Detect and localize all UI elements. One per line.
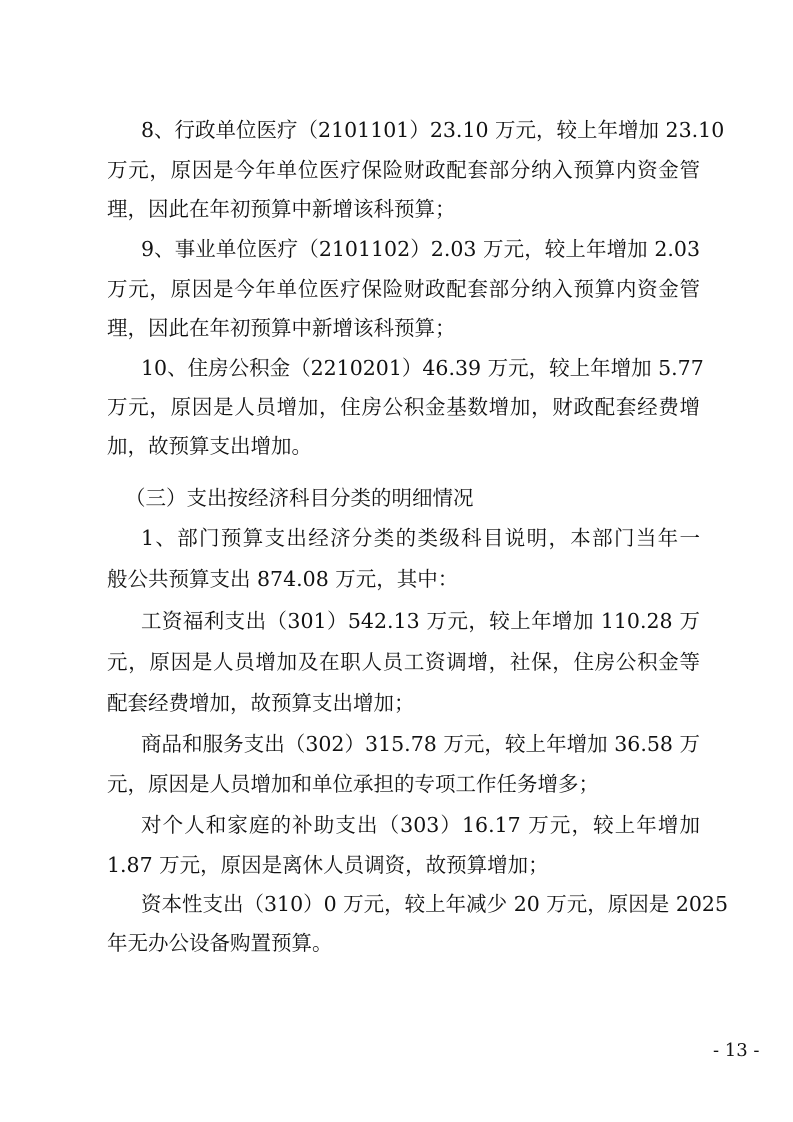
text-line: 1、部门预算支出经济分类的类级科目说明，本部门当年一 (141, 526, 700, 550)
text-line: 年无办公设备购置预算。 (107, 931, 333, 955)
text-line: 万元，原因是人员增加，住房公积金基数增加，财政配套经费增 (107, 395, 700, 419)
text-line: 9、事业单位医疗（2101102）2.03 万元，较上年增加 2.03 (141, 237, 700, 261)
text-line: 万元，原因是今年单位医疗保险财政配套部分纳入预算内资金管 (107, 158, 700, 182)
page-number: - 13 - (713, 1040, 760, 1061)
text-line: 1.87 万元，原因是离休人员调资，故预算增加； (107, 853, 549, 877)
text-line: 理，因此在年初预算中新增该科预算； (107, 316, 456, 340)
text-line: 配套经费增加，故预算支出增加； (107, 691, 415, 715)
text-line: 工资福利支出（301）542.13 万元，较上年增加 110.28 万 (141, 609, 700, 633)
text-line: 万元，原因是今年单位医疗保险财政配套部分纳入预算内资金管 (107, 277, 700, 301)
text-line: 元，原因是人员增加和单位承担的专项工作任务增多； (107, 772, 599, 796)
text-line: 8、行政单位医疗（2101101）23.10 万元，较上年增加 23.10 (141, 118, 725, 142)
text-line: 加，故预算支出增加。 (107, 434, 312, 458)
text-line: 理，因此在年初预算中新增该科预算； (107, 197, 456, 221)
text-line: 般公共预算支出 874.08 万元，其中： (107, 567, 459, 591)
text-line: （三）支出按经济科目分类的明细情况 (125, 486, 474, 510)
text-line: 元，原因是人员增加及在职人员工资调增，社保，住房公积金等 (107, 650, 700, 674)
text-line: 资本性支出（310）0 万元，较上年减少 20 万元，原因是 2025 (141, 892, 728, 916)
text-line: 10、住房公积金（2210201）46.39 万元，较上年增加 5.77 (141, 356, 704, 380)
text-line: 商品和服务支出（302）315.78 万元，较上年增加 36.58 万 (141, 732, 700, 756)
text-line: 对个人和家庭的补助支出（303）16.17 万元，较上年增加 (141, 813, 700, 837)
